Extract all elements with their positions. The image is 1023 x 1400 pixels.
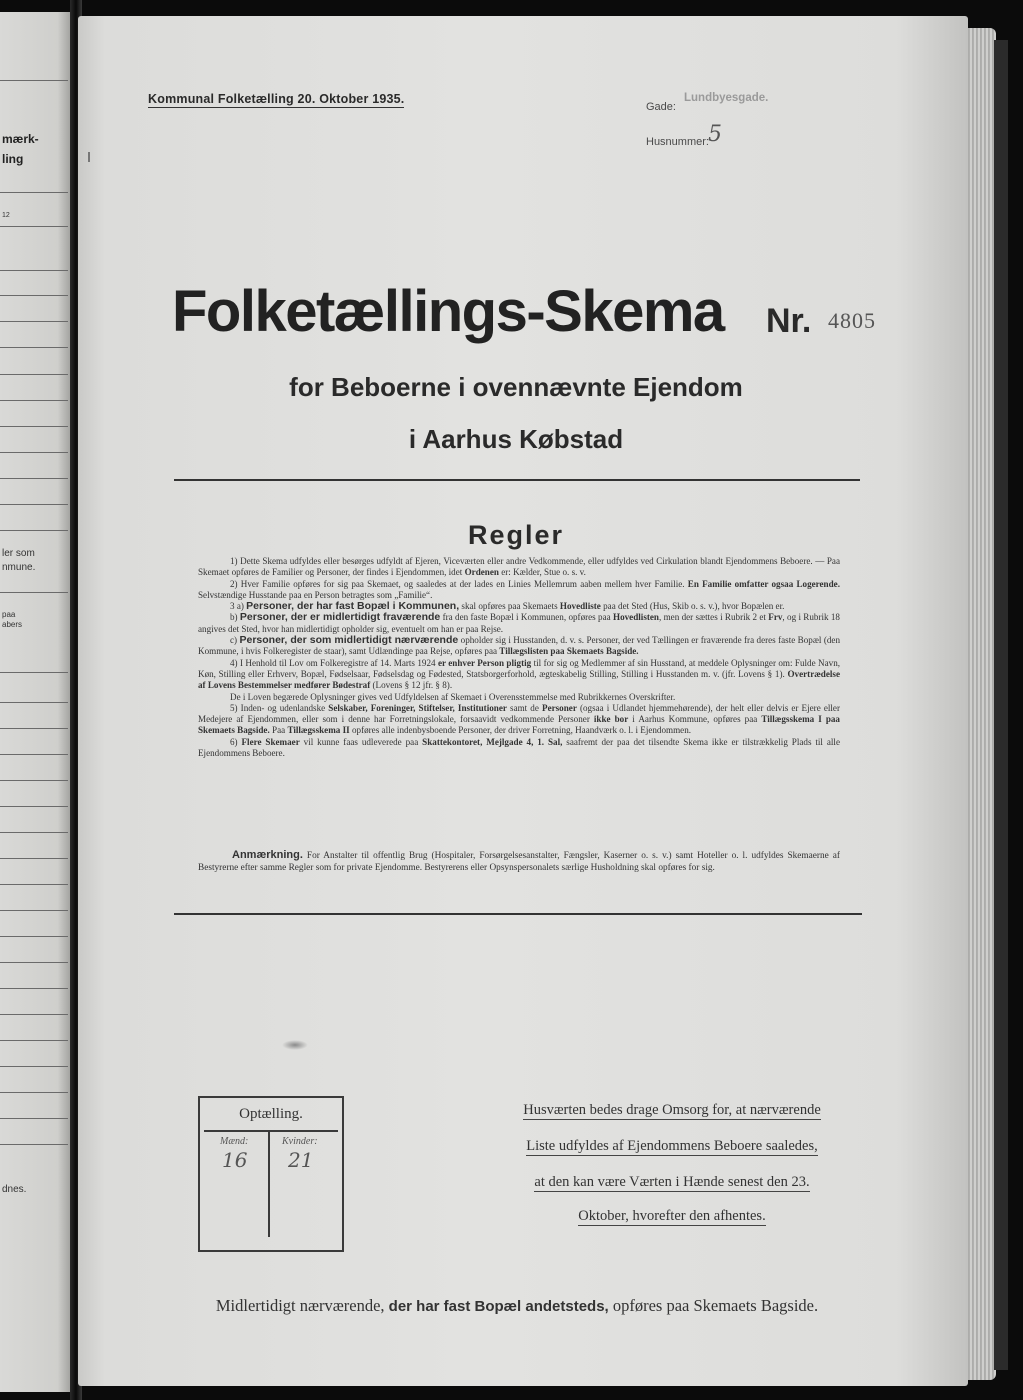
footer-note: Midlertidigt nærværende, der har fast Bopæl andetsteds, opføres paa Skemaets Bagside. (215, 1296, 819, 1315)
ruled-line (0, 728, 68, 729)
ruled-line (0, 884, 68, 885)
rule-5: 5) Inden- og udenlandske Selskaber, Foreninger, Stiftelser, Institutioner samt de Personer (ogsaa i Udlandet hjemmehørende), der helt eller delvis er Ejere eller Medejere af Ejendommen, eller som i denne har Forretningslokale, forsaavidt vedkommende Personer ikke bor i Aarhus Kommune, opføres paa Tillægsskema I paa Skemaets Bagside. Paa Tillægsskema II opføres alle indenbysboende Personer, der driver Forretning, Haandværk o. l. i Ejendommen. (198, 702, 840, 736)
women-label: Kvinder: (282, 1136, 318, 1147)
ruled-line (0, 295, 68, 296)
form-number-label: Nr. (766, 302, 812, 340)
ruled-line (0, 321, 68, 322)
form-number-stamp: 4805 (828, 308, 876, 333)
ink-smudge (282, 1040, 308, 1050)
rules-heading: Regler (467, 520, 565, 550)
ruled-line (0, 832, 68, 833)
ruled-line (0, 910, 68, 911)
annotation-text: For Anstalter til offentlig Brug (Hospitaler, Forsørgelsesanstalter, Fængsler, Kaserner o. s. v.) samt Hoteller o. l. udfyldes Skemaerne af Bestyrerne efter samme Regler som for private Ejendomme. Bestyrerens eller Opsynspersonalets særlige Husholdning skal opføres for sig. (198, 851, 840, 873)
page-stack-edge (966, 28, 996, 1380)
ruled-line (0, 400, 68, 401)
form-subtitle-city: i Aarhus Købstad (408, 424, 624, 454)
tally-box (198, 1096, 344, 1252)
rule-3b: b) Personer, der er midlertidigt fraværende fra den faste Bopæl i Kommunen, opføres paa Hovedlisten, men der sættes i Rubrik 2 et Frv, og i Rubrik 18 angives det Sted, hvor han midlertidigt opholder sig, eventuelt om han er paa Rejse. (198, 611, 840, 634)
ruled-line (0, 592, 68, 593)
facing-page-text: nmune. (2, 562, 36, 573)
ruled-line (0, 702, 68, 703)
ruled-line (0, 1144, 68, 1145)
rule-4: 4) I Henhold til Lov om Folkeregistre af 14. Marts 1924 er enhver Person pligtig til for sig og Medlemmer af sin Husstand, at meddele Oplysninger om: Fulde Navn, Køn, Stilling eller Erhverv, Bopæl, Fødselsaar, Fødselsdag og Fødested, Statsborgerforhold, ægteskabelig Stilling, Stilling i Husstanden m. v. (jfr. Lovens § 1). Overtrædelse af Lovens Bestemmelser medfører Bødestraf (Lovens § 12 jfr. § 8). (198, 657, 841, 691)
facing-page-text: ling (2, 152, 24, 166)
ruled-line (0, 226, 68, 227)
facing-page-text: ler som (2, 548, 35, 559)
ruled-line (0, 806, 68, 807)
rule-1: 1) Dette Skema udfyldes eller besørges udfyldt af Ejeren, Viceværten eller andre Vedkommende, eller udfyldes ved Cirkulation blandt Ejendommens Beboere. — Paa Skemaet opføres de Familier og Personer, der findes i Ejendommen, idet Ordenen er: Kælder, Stue o. s. v. (198, 556, 840, 578)
ruled-line (0, 780, 68, 781)
census-header: Kommunal Folketælling 20. Oktober 1935. (148, 92, 405, 106)
rule-3a: 3 a) Personer, der har fast Bopæl i Kommunen, skal opføres paa Skemaets Hovedliste paa det Sted (Hus, Skib o. s. v.), hvor Bopælen er. (230, 600, 785, 613)
ruled-line (0, 754, 68, 755)
ruled-line (0, 374, 68, 375)
tally-rule (204, 1130, 338, 1132)
men-count: 16 (222, 1148, 248, 1172)
ruled-line (0, 504, 68, 505)
facing-page-text: dnes. (2, 1184, 27, 1195)
pencil-mark (88, 152, 90, 162)
facing-page-text: 12 (2, 212, 10, 219)
men-label: Mænd: (220, 1136, 249, 1147)
landlord-notice-line: Husværten bedes drage Omsorg for, at nærværende (523, 1102, 821, 1118)
ruled-line (0, 478, 68, 479)
street-stamp: Lundbyesgade. (684, 92, 769, 104)
ruled-line (0, 1118, 68, 1119)
ruled-line (0, 452, 68, 453)
ruled-line (0, 672, 68, 673)
binding-edge (994, 40, 1008, 1370)
ruled-line (0, 962, 68, 963)
facing-page-text: mærk- (2, 132, 39, 146)
house-number-label: Husnummer: (646, 136, 709, 148)
tally-title: Optælling. (239, 1106, 303, 1122)
landlord-notice-line: Oktober, hvorefter den afhentes. (578, 1208, 766, 1224)
ruled-line (0, 426, 68, 427)
facing-page-edge (0, 12, 72, 1392)
ruled-line (0, 80, 68, 81)
rule-6: 6) Flere Skemaer vil kunne faas udleverede paa Skattekontoret, Mejlgade 4, 1. Sal, saafremt der paa det tilsendte Skema ikke er tilstrækkelig Plads til alle Ejendommens Beboere. (198, 736, 840, 759)
ruled-line (0, 1092, 68, 1093)
landlord-notice-line: at den kan være Værten i Hænde senest den 23. (534, 1174, 810, 1190)
annotation-note (198, 850, 840, 874)
ruled-line (0, 1066, 68, 1067)
rules-text (198, 556, 840, 759)
divider (174, 913, 862, 915)
form-subtitle: for Beboerne i ovennævnte Ejendom (289, 372, 743, 402)
house-number-handwritten: 5 (708, 122, 722, 147)
ruled-line (0, 530, 68, 531)
facing-page-text: abers (2, 620, 23, 629)
street-label: Gade: (646, 101, 676, 113)
form-title: Folketællings-Skema (172, 279, 724, 344)
ruled-line (0, 270, 68, 271)
ruled-line (0, 858, 68, 859)
divider (174, 479, 860, 481)
rule-3c: c) Personer, der som midlertidigt nærværende opholder sig i Husstanden, d. v. s. Personer, der ved Tællingen er fraværende fra deres faste Bopæl (den Kommune, i hvis Folkeregister de staar), samt Udlændinge paa Rejse, opføres paa Tillægslisten paa Skemaets Bagside. (198, 634, 840, 657)
facing-page-text: paa (2, 610, 16, 619)
ruled-line (0, 347, 68, 348)
ruled-line (0, 936, 68, 937)
ruled-line (0, 1014, 68, 1015)
ruled-line (0, 1040, 68, 1041)
landlord-notice-line: Liste udfyldes af Ejendommens Beboere saaledes, (526, 1138, 818, 1154)
ruled-line (0, 192, 68, 193)
rule-2: 2) Hver Familie opføres for sig paa Skemaet, og saaledes at der lades en Linies Mellemrum aaben mellem hver Familie. En Familie omfatter ogsaa Logerende. Selvstændige Husstande paa en Person betragtes som „Familie“. (198, 578, 840, 600)
tally-column-divider (268, 1131, 270, 1237)
women-count: 21 (288, 1148, 314, 1172)
rule-4-note: De i Loven begærede Oplysninger gives ved Udfyldelsen af Skemaet i Overensstemmelse med Rubrikkernes Overskrifter. (230, 691, 676, 702)
annotation-label: Anmærkning. (232, 849, 303, 861)
ruled-line (0, 988, 68, 989)
